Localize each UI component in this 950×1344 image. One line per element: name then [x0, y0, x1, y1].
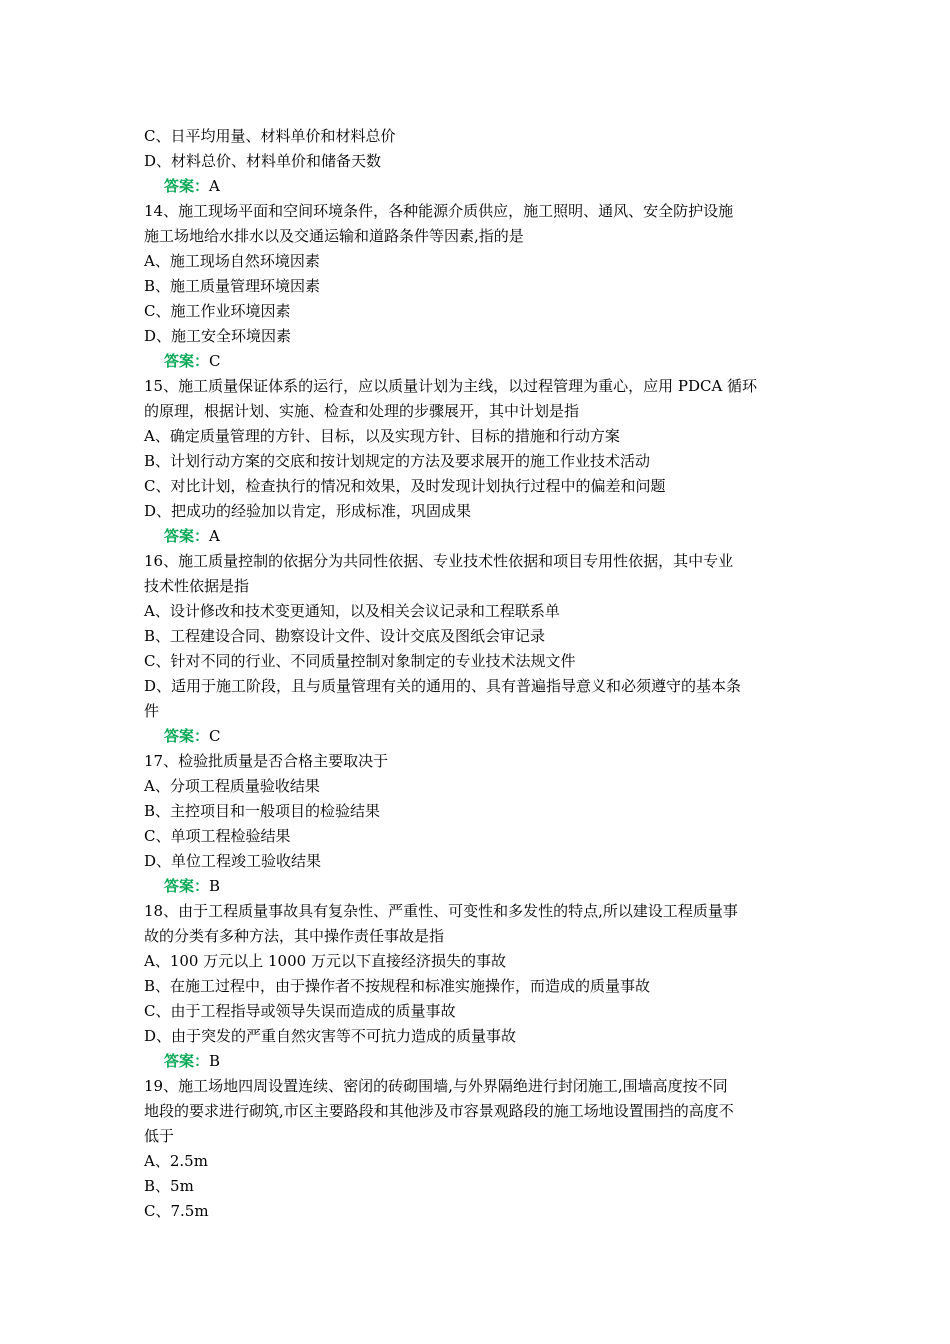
option-line: D、把成功的经验加以肯定，形成标准，巩固成果 [144, 502, 472, 520]
option-line: D、单位工程竣工验收结果 [144, 852, 322, 870]
question-stem: 15、施工质量保证体系的运行，应以质量计划为主线，以过程管理为重心，应用 PDCA 循环 [144, 377, 758, 395]
option-line: C、针对不同的行业、不同质量控制对象制定的专业技术法规文件 [144, 652, 576, 670]
option-line: 件 [144, 702, 160, 720]
option-line: A、确定质量管理的方针、目标，以及实现方针、目标的措施和行动方案 [144, 427, 620, 445]
answer-line [144, 349, 814, 374]
option-line: C、7.5m [144, 1202, 209, 1220]
question-block [144, 374, 814, 549]
option-line: B、施工质量管理环境因素 [144, 277, 321, 295]
option-line: D、施工安全环境因素 [144, 327, 292, 345]
answer-label: 答案： [164, 727, 210, 745]
option-line: B、主控项目和一般项目的检验结果 [144, 802, 381, 820]
question-stem: 16、施工质量控制的依据分为共同性依据、专业技术性依据和项目专用性依据，其中专业 [144, 552, 734, 570]
question-stem: 14、施工现场平面和空间环境条件，各种能源介质供应，施工照明、通风、安全防护设施 [144, 202, 734, 220]
question-stem: 低于 [144, 1127, 175, 1145]
question-stem: 施工场地给水排水以及交通运输和道路条件等因素,指的是 [144, 227, 524, 245]
answer-value: B [209, 877, 221, 895]
option-line: C、施工作业环境因素 [144, 302, 291, 320]
option-line: D、由于突发的严重自然灾害等不可抗力造成的质量事故 [144, 1027, 517, 1045]
answer-label: 答案： [164, 352, 210, 370]
option-line: B、计划行动方案的交底和按计划规定的方法及要求展开的施工作业技术活动 [144, 452, 651, 470]
question-stem: 18、由于工程质量事故具有复杂性、严重性、可变性和多发性的特点,所以建设工程质量事 [144, 902, 738, 920]
question-stem: 17、检验批质量是否合格主要取决于 [144, 752, 389, 770]
option-line: D、材料总价、材料单价和储备天数 [144, 152, 382, 170]
option-line: A、分项工程质量验收结果 [144, 777, 320, 795]
answer-value: B [209, 1052, 221, 1070]
question-stem: 19、施工场地四周设置连续、密闭的砖砌围墙,与外界隔绝进行封闭施工,围墙高度按不同 [144, 1077, 728, 1095]
option-line: C、由于工程指导或领导失误而造成的质量事故 [144, 1002, 456, 1020]
question-stem: 故的分类有多种方法，其中操作责任事故是指 [144, 927, 445, 945]
answer-line [144, 724, 814, 749]
question-block [144, 899, 814, 1074]
question-block [144, 1074, 814, 1224]
option-line: C、对比计划，检查执行的情况和效果，及时发现计划执行过程中的偏差和问题 [144, 477, 666, 495]
option-line: C、日平均用量、材料单价和材料总价 [144, 127, 396, 145]
option-line: A、施工现场自然环境因素 [144, 252, 320, 270]
answer-line [144, 524, 814, 549]
option-line: B、在施工过程中，由于操作者不按规程和标准实施操作，而造成的质量事故 [144, 977, 651, 995]
document-page [144, 124, 814, 1224]
question-block [144, 749, 814, 899]
question-stem: 的原理，根据计划、实施、检查和处理的步骤展开，其中计划是指 [144, 402, 580, 420]
answer-value: C [209, 352, 221, 370]
option-line: A、设计修改和技术变更通知，以及相关会议记录和工程联系单 [144, 602, 560, 620]
question-stem: 地段的要求进行砌筑,市区主要路段和其他涉及市容景观路段的施工场地设置围挡的高度不 [144, 1102, 734, 1120]
answer-value: A [209, 527, 220, 545]
answer-label: 答案： [164, 177, 210, 195]
question-block [144, 199, 814, 374]
question-block [144, 549, 814, 749]
option-line: A、100 万元以上 1000 万元以下直接经济损失的事故 [144, 952, 506, 970]
answer-label: 答案： [164, 877, 210, 895]
answer-label: 答案： [164, 527, 210, 545]
answer-value: C [209, 727, 221, 745]
option-line: C、单项工程检验结果 [144, 827, 291, 845]
answer-line [144, 874, 814, 899]
option-line: D、适用于施工阶段，且与质量管理有关的通用的、具有普遍指导意义和必须遵守的基本条 [144, 677, 742, 695]
question-stem: 技术性依据是指 [144, 577, 250, 595]
option-line: B、工程建设合同、勘察设计文件、设计交底及图纸会审记录 [144, 627, 546, 645]
option-line: B、5m [144, 1177, 194, 1195]
answer-line [144, 174, 814, 199]
answer-label: 答案： [164, 1052, 210, 1070]
option-line: A、2.5m [144, 1152, 208, 1170]
answer-line [144, 1049, 814, 1074]
answer-value: A [209, 177, 220, 195]
